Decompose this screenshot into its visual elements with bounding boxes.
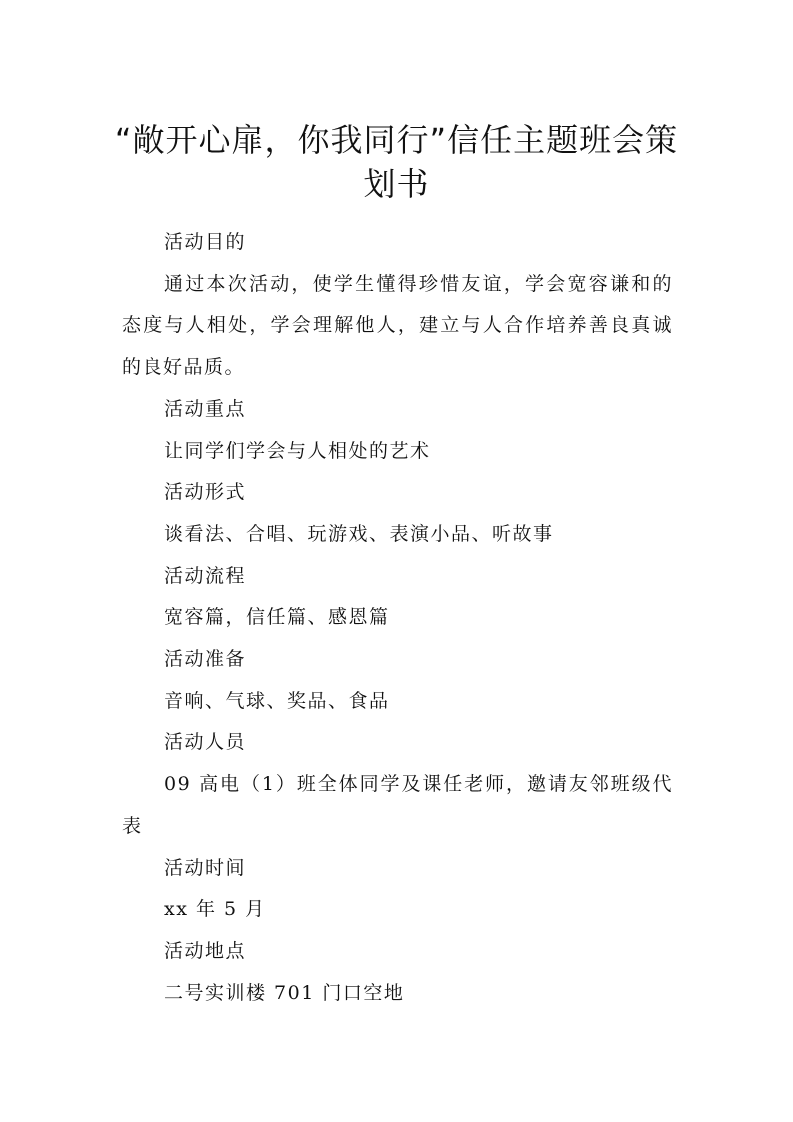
process-paragraph: 宽容篇，信任篇、感恩篇 [164,606,390,629]
document-body [122,222,673,1014]
document-title: “敞开心扉，你我同行”信任主题班会策划书 [114,121,679,203]
section-heading-process: 活动流程 [164,564,247,587]
focus-paragraph: 让同学们学会与人相处的艺术 [164,439,431,462]
section-heading-purpose: 活动目的 [164,231,247,253]
section-heading-participants: 活动人员 [164,731,247,754]
section-heading-format: 活动形式 [164,481,247,504]
participants-paragraph: 09 高电（1）班全体同学及课任老师，邀请友邻班级代表 [122,773,673,837]
preparation-paragraph: 音响、气球、奖品、食品 [164,689,390,712]
section-heading-location: 活动地点 [164,939,247,962]
purpose-paragraph: 通过本次活动，使学生懂得珍惜友谊，学会宽容谦和的态度与人相处，学会理解他人，建立与人合作培养善良真诚的良好品质。 [122,272,673,379]
section-heading-time: 活动时间 [164,856,247,879]
format-paragraph: 谈看法、合唱、玩游戏、表演小品、听故事 [164,522,554,545]
section-heading-focus: 活动重点 [164,397,247,420]
section-heading-preparation: 活动准备 [164,648,247,671]
time-paragraph: xx 年 5 月 [164,898,266,921]
location-paragraph: 二号实训楼 701 门口空地 [164,981,405,1004]
